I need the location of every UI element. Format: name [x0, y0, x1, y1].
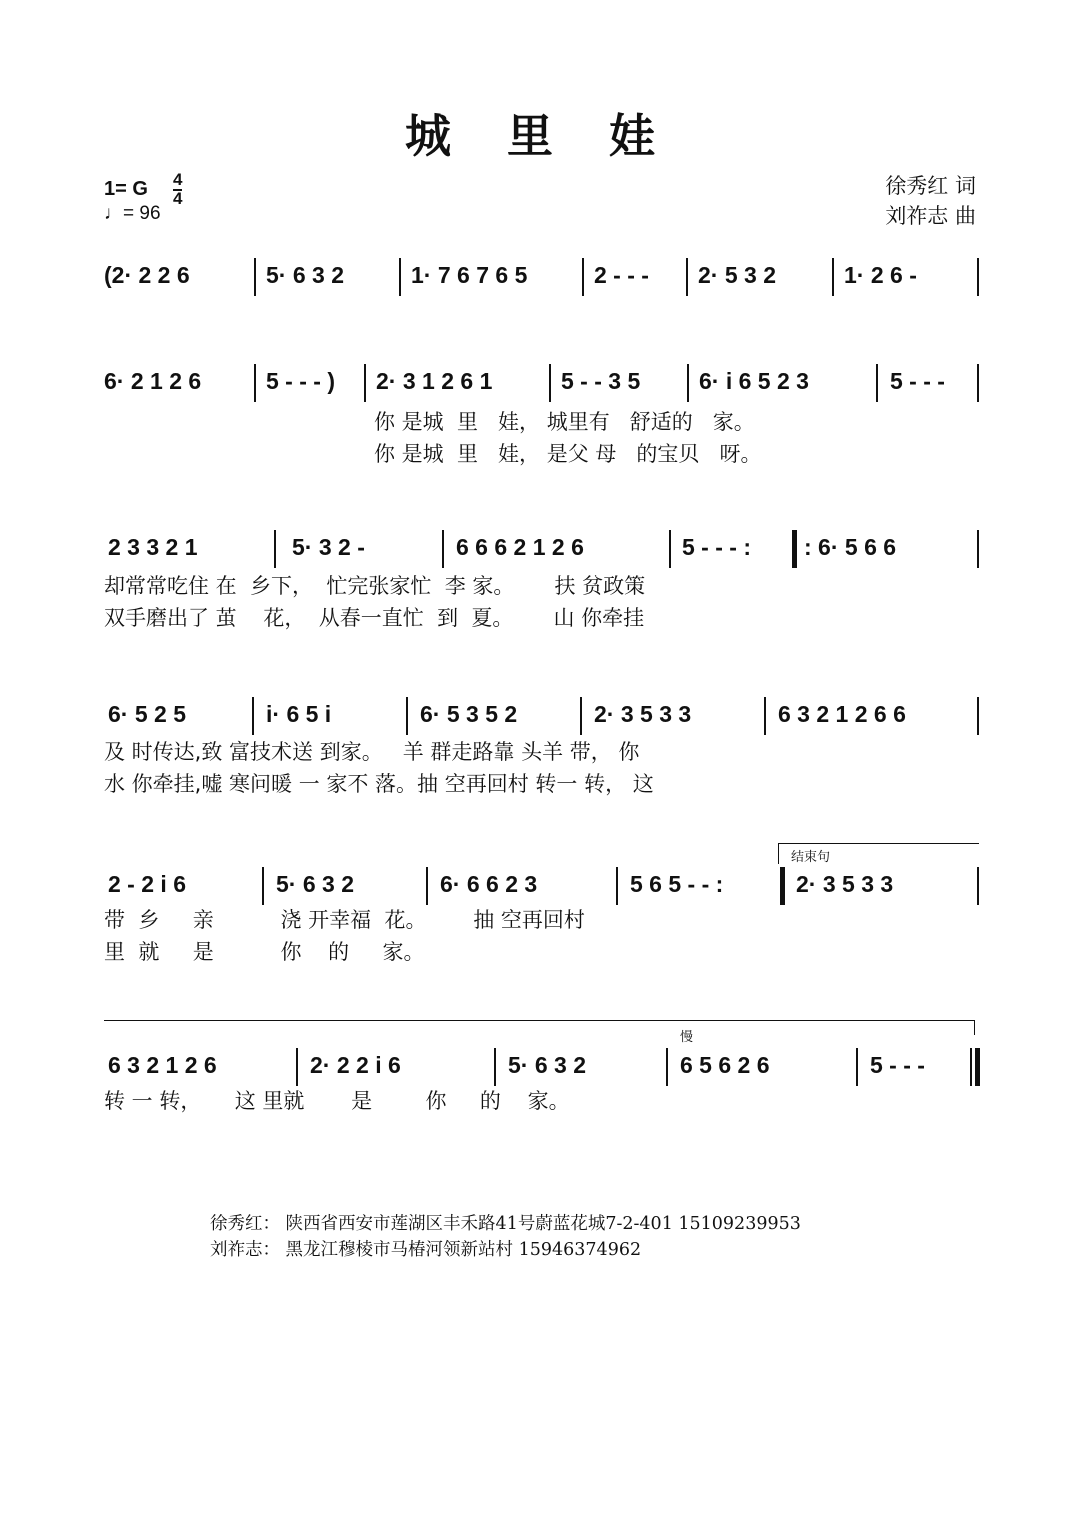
measure: 6· i 6 5 2 3: [699, 368, 809, 394]
lyric-row-5-verse-1: 带 乡 亲 浇 开幸福 花。 抽 空再回村: [104, 908, 585, 932]
measure: i· 6 5 i: [266, 701, 332, 727]
measure: 6 5 6 2 6: [680, 1052, 770, 1078]
lyric-row-4-verse-2: 水 你牵挂,嘘 寒问暖 一 家不 落。抽 空再回村 转一 转， 这: [104, 772, 654, 796]
measure: 2· 3 5 3 3: [594, 701, 692, 727]
tempo-slow-mark: 慢: [680, 1030, 694, 1045]
time-signature: [173, 172, 182, 207]
measure: 2· 3 1 2 6 1: [376, 368, 493, 394]
key-signature: 1= G: [104, 178, 148, 200]
measure: : 6· 5 6 6: [804, 534, 897, 560]
ending-label: 结束句: [791, 850, 831, 865]
lyric-row-2-verse-2: 你 是城 里 娃， 是父 母 的宝贝 呀。: [374, 442, 762, 466]
notation-row-2: [104, 364, 980, 410]
tempo-marking: ♩= 96: [104, 203, 161, 224]
measure: 1· 7 6 7 6 5: [411, 262, 528, 288]
lyricist-credit: 徐秀红 词: [885, 174, 976, 198]
time-signature-bottom: 4: [173, 189, 183, 208]
measure: 2· 5 3 2: [698, 262, 776, 288]
coda-bracket: [104, 1020, 975, 1035]
measure: 6· 6 6 2 3: [440, 871, 538, 897]
measure: 5· 3 2 -: [292, 534, 365, 560]
measure: 5 - - -: [890, 368, 945, 394]
measure: 2 - 2 i 6: [108, 871, 186, 897]
measure: 5· 6 3 2: [276, 871, 354, 897]
measure: 6· 5 3 5 2: [420, 701, 518, 727]
notation-row-1: [104, 258, 980, 304]
lyric-row-6: 转 一 转， 这 里就 是 你 的 家。: [104, 1089, 570, 1113]
composer-credit: 刘祚志 曲: [885, 204, 976, 228]
measure: 2 - - -: [594, 262, 649, 288]
measure: 5· 6 3 2: [266, 262, 344, 288]
measure: 5· 6 3 2: [508, 1052, 586, 1078]
measure: 2· 3 5 3 3: [796, 871, 894, 897]
measure: 5 - - - :: [682, 534, 751, 560]
song-title: 城 里 娃: [404, 109, 676, 163]
lyric-row-5-verse-2: 里 就 是 你 的 家。: [104, 940, 425, 964]
measure: 5 - - -: [870, 1052, 925, 1078]
lyric-row-2-verse-1: 你 是城 里 娃， 城里有 舒适的 家。: [374, 410, 755, 434]
measure: 1· 2 6 -: [844, 262, 917, 288]
contact-lyricist: 徐秀红： 陕西省西安市莲湖区丰禾路41号蔚蓝花城7-2-401 15109239953: [210, 1214, 801, 1234]
ending-bracket: [778, 843, 979, 864]
measure: 2· 2 2 i 6: [310, 1052, 401, 1078]
measure: 6· 2 1 2 6: [104, 368, 202, 394]
contact-composer: 刘祚志： 黑龙江穆棱市马椿河领新站村 15946374962: [210, 1240, 642, 1260]
measure: (2· 2 2 6: [104, 262, 190, 288]
time-signature-top: 4: [173, 170, 183, 189]
lyric-row-3-verse-2: 双手磨出了 茧 花， 从春一直忙 到 夏。 山 你牵挂: [104, 606, 645, 630]
lyric-row-3-verse-1: 却常常吃住 在 乡下， 忙完张家忙 李 家。 扶 贫政策: [104, 574, 646, 598]
measure: 5 6 5 - - :: [630, 871, 724, 897]
measure: 2 3 3 2 1: [108, 534, 198, 560]
measure: 5 - - - ): [266, 368, 335, 394]
measure: 6 3 2 1 2 6 6: [778, 701, 906, 727]
measure: 6 3 2 1 2 6: [108, 1052, 217, 1078]
lyric-row-4-verse-1: 及 时传达,致 富技术送 到家。 羊 群走路靠 头羊 带， 你: [104, 740, 640, 764]
measure: 6 6 6 2 1 2 6: [456, 534, 584, 560]
measure: 5 - - 3 5: [561, 368, 641, 394]
measure: 6· 5 2 5: [108, 701, 186, 727]
